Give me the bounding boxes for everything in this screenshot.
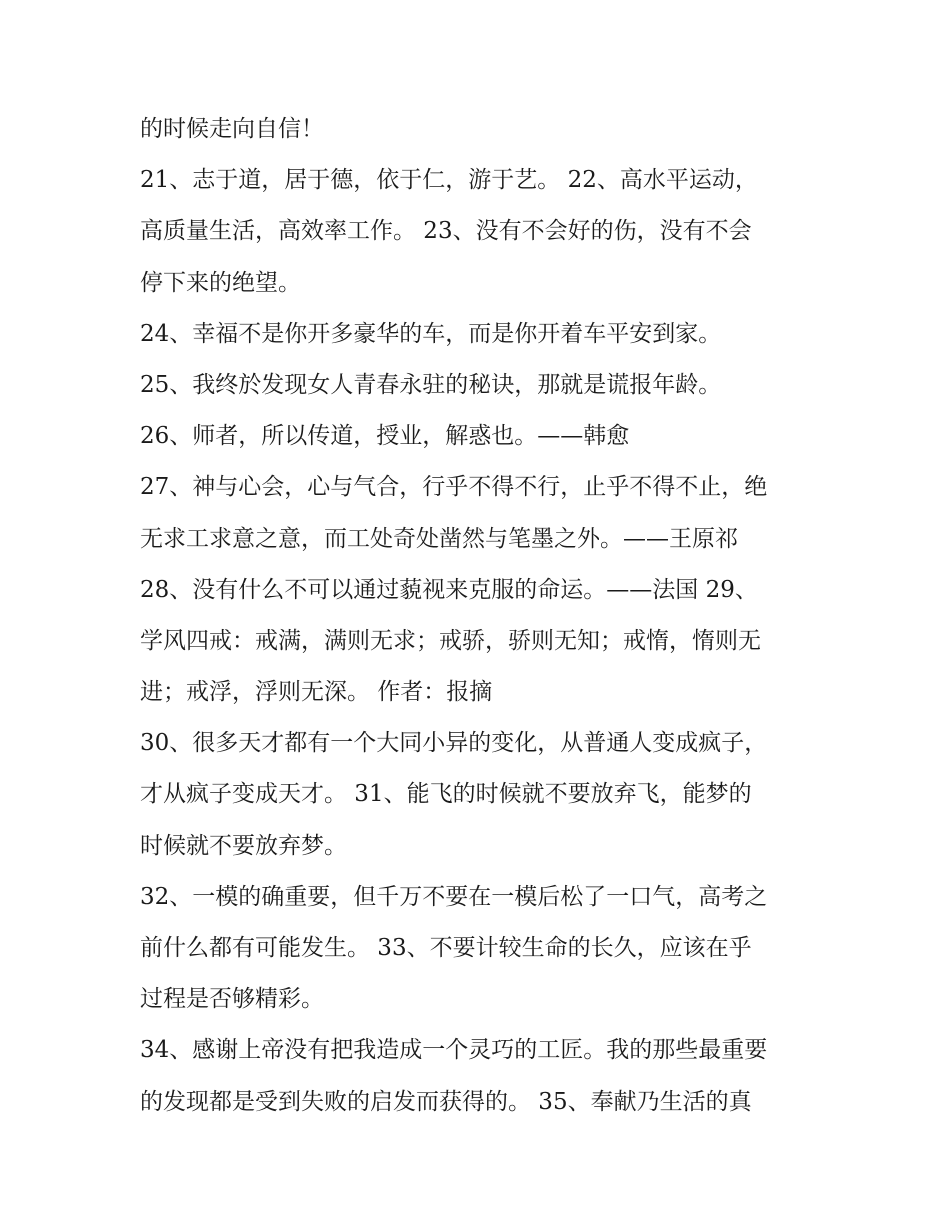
text-line-3: 高质量生活，高效率工作。 23、没有不会好的伤，没有不会	[140, 218, 752, 245]
text-line-20: 的发现都是受到失败的启发而获得的。 35、奉献乃生活的真	[140, 1088, 752, 1115]
text-line-1: 的时候走向自信！	[140, 116, 324, 142]
text-line-8: 27、神与心会，心与气合，行乎不得不行，止乎不得不止，绝	[140, 474, 768, 501]
text-line-2: 21、志于道，居于德，依于仁，游于艺。 22、高水平运动，	[140, 167, 758, 194]
text-line-4: 停下来的绝望。	[140, 269, 301, 296]
text-line-13: 30、很多天才都有一个大同小异的变化，从普通人变成疯子，	[140, 730, 768, 757]
document-body	[140, 104, 820, 1128]
text-line-14: 才从疯子变成天才。 31、能飞的时候就不要放弃飞，能梦的	[140, 781, 752, 808]
text-line-6: 25、我终於发现女人青春永驻的秘诀，那就是谎报年龄。	[140, 371, 722, 398]
text-line-19: 34、感谢上帝没有把我造成一个灵巧的工匠。我的那些最重要	[140, 1037, 768, 1064]
text-line-15: 时候就不要放弃梦。	[140, 832, 347, 859]
text-line-18: 过程是否够精彩。	[140, 986, 324, 1013]
text-line-11: 学风四戒：戒满，满则无求；戒骄，骄则无知；戒惰，惰则无	[140, 627, 761, 654]
text-line-5: 24、幸福不是你开多豪华的车，而是你开着车平安到家。	[140, 320, 722, 347]
text-line-12: 进；戒浮，浮则无深。 作者：报摘	[140, 679, 493, 706]
text-line-16: 32、一模的确重要，但千万不要在一模后松了一口气，高考之	[140, 883, 768, 910]
text-line-10: 28、没有什么不可以通过藐视来克服的命运。——法国 29、	[140, 576, 758, 603]
text-line-7: 26、师者，所以传道，授业，解惑也。——韩愈	[140, 423, 630, 450]
text-line-17: 前什么都有可能发生。 33、不要计较生命的长久，应该在乎	[140, 935, 752, 961]
text-line-9: 无求工求意之意，而工处奇处凿然与笔墨之外。——王原祁	[140, 525, 738, 552]
